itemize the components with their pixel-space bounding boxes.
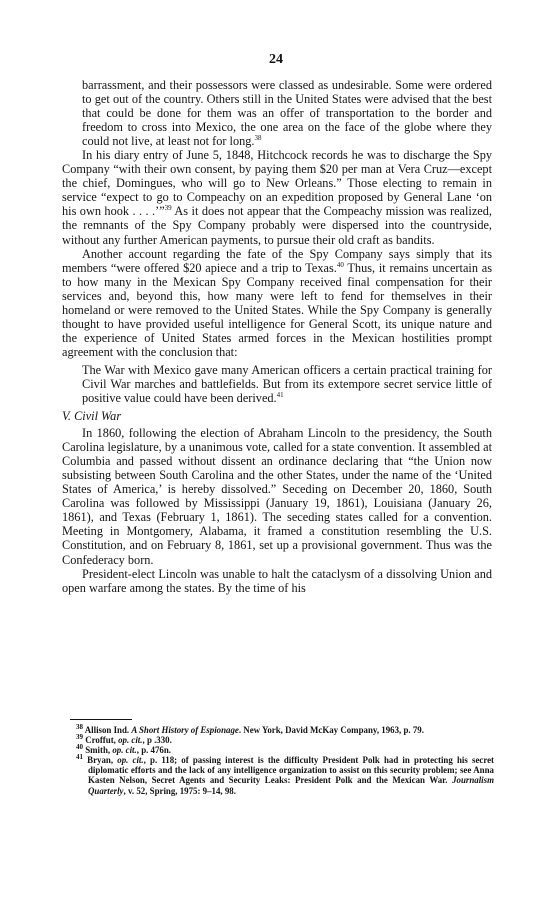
paragraph-spy-company-fate: Another account regarding the fate of the Spy Company says simply that its members “were offered $20 apiece and a trip to Texas.$^{40}$ Thus, it remains uncertain as to how many in the Mexican Spy Company received final compensation for their services and, beyond this, how many were left to fend for themselves in their homeland or were removed to the United States. While the Spy Company is generally thought to have provided useful intelligence for General Scott, its unique nature and the experience of United States armed forces in the Mexican hostilities prompt agreement with the conclusion that: xyxy=(62,246,492,359)
footnote-ref: 41 xyxy=(276,390,284,399)
block-quote: The War with Mexico gave many American officers a certain practical training for Civil War marches and battlefields. But from its extempore secret service little of positive value could have been derived.$^{41}$ xyxy=(82,362,492,406)
paragraph-hitchcock-diary: In his diary entry of June 5, 1848, Hitchcock records he was to discharge the Spy Company “with their own consent, by paying them $20 per man at Vera Cruz—except the chief, Domingues, who will go to New Orleans.” Those electing to remain in service “expect to go to Compeachy on an expedition proposed by General Lane ‘on his own hook . . . .’”$^{39}$ As it does not appear that the Compeachy mission was realized, the remnants of the Spy Company probably were dispersed into the countryside, without any further American payments, to pursue their old craft as bandits. xyxy=(62,148,492,247)
footnote: $^{38}$ Allison Ind. A Short History of Espionage. New York, David McKay Company, 1963, p. 79. xyxy=(76,723,424,735)
section-heading: V. Civil War xyxy=(62,409,122,424)
footnote-ref: 39 xyxy=(164,204,172,213)
footnote: $^{39}$ Croffut, op. cit., p .330. xyxy=(76,733,172,746)
footnote: $^{41}$ Bryan, op. cit., p. 118; of passing interest is the difficulty President Polk had in protecting his secret diplomatic efforts and the lack of any intelligence organization to assist on this security problem; see Anna Kasten Nelson, Secret Agents and Security Leaks: President Polk and the Mexican War. Journalism Quarterly, v. 52, Spring, 1975: 9–14, 98. xyxy=(76,753,494,796)
paragraph-continued: barrassment, and their possessors were classed as undesirable. Some were ordered to get out of the country. Others still in the United States were advised that the best that could be done for them was an offer of transportation to the border and freedom to cross into Mexico, the one area on the face of the globe where they could not live, at least not for long.$^{38}$ xyxy=(82,78,492,149)
main-text xyxy=(62,78,492,595)
footnote: $^{40}$ Smith, op. cit., p. 476n. xyxy=(76,743,172,756)
page-number: 24 xyxy=(269,52,283,67)
footnote-ref: 40 xyxy=(336,260,344,269)
footnotes xyxy=(76,725,494,796)
footnote-ref: 38 xyxy=(254,134,262,143)
paragraph-secession: In 1860, following the election of Abraham Lincoln to the presidency, the South Carolina legislature, by a unanimous vote, called for a state convention. It assembled at Columbia and passed without dissent an ordinance declaring that “the Union now subsisting between South Carolina and the other States, under the name of the ‘United States of America,’ is hereby dissolved.” Seceding on December 20, 1860, South Carolina was followed by Mississippi (January 19, 1861), Louisiana (January 26, 1861), and Texas (February 1, 1861). The seceding states called for a convention. Meeting in Montgomery, Alabama, it framed a constitution resembling the U.S. Constitution, and on February 8, 1861, set up a provisional government. Thus was the Confederacy born. xyxy=(62,426,492,567)
footnote-divider xyxy=(70,719,132,720)
paragraph-lincoln: President-elect Lincoln was unable to halt the cataclysm of a dissolving Union and open warfare among the states. By the time of his xyxy=(62,566,492,595)
